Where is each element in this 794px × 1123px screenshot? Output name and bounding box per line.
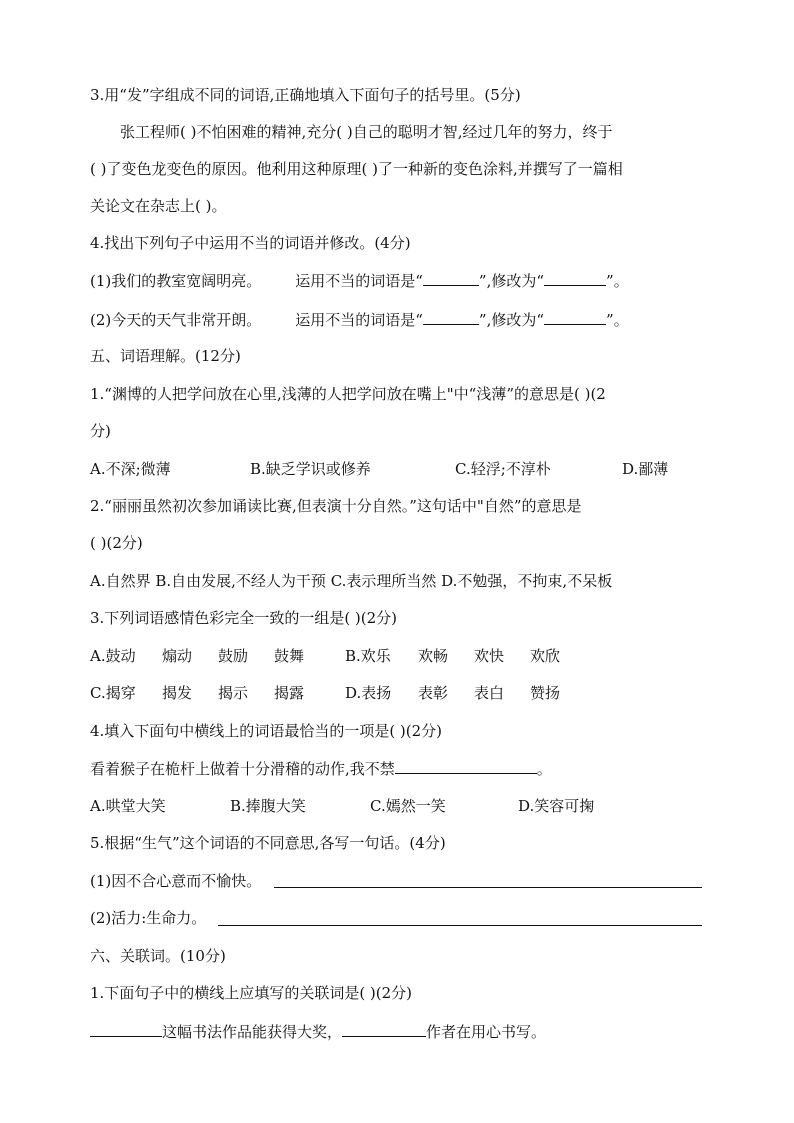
s5-question-3-title: 3.下列词语感情色彩完全一致的一组是( )(2分) bbox=[90, 609, 398, 627]
s6-q1-sentence bbox=[90, 1020, 546, 1042]
item-1-correction-blank[interactable] bbox=[544, 269, 606, 286]
s5-q4-sentence-prefix: 看着猴子在桅杆上做着十分滑稽的动作,我不禁 bbox=[90, 760, 395, 778]
s5-q3-a-word-2: 煽动 bbox=[162, 647, 193, 665]
s6-q1-mid: 这幅书法作品能获得大奖， bbox=[162, 1023, 343, 1041]
s5-q3-c-word-1: C.揭穿 bbox=[90, 684, 136, 702]
question-4-item-1 bbox=[90, 269, 629, 291]
s5-q4-option-b: B.捧腹大笑 bbox=[230, 797, 306, 815]
s5-q3-a-word-1: A.鼓动 bbox=[90, 647, 136, 665]
s5-q3-b-word-4: 欢欣 bbox=[530, 647, 561, 665]
s6-q1-blank-2[interactable] bbox=[342, 1020, 426, 1037]
s5-q3-a-word-3: 鼓励 bbox=[218, 647, 249, 665]
item-1-wrong-word-blank[interactable] bbox=[423, 269, 479, 286]
s5-q1-option-b: B.缺乏学识或修养 bbox=[250, 460, 371, 478]
s5-q1-option-d: D.鄙薄 bbox=[622, 460, 669, 478]
s5-question-2-line-1: 2.“丽丽虽然初次参加诵读比赛,但表演十分自然。”这句话中"自然”的意思是 bbox=[90, 497, 582, 515]
item-2-correction-blank[interactable] bbox=[544, 308, 606, 325]
s5-q5-item-2-answer-line[interactable] bbox=[218, 925, 702, 926]
s5-q4-option-c: C.嫣然一笑 bbox=[370, 797, 446, 815]
question-3-title: 3.用“发”字组成不同的词语,正确地填入下面句子的括号里。(5分) bbox=[90, 86, 521, 104]
question-3-paragraph-line-3: 关论文在杂志上( )。 bbox=[90, 197, 227, 215]
s5-question-4-title: 4.填入下面句中横线上的词语最恰当的一项是( )(2分) bbox=[90, 722, 443, 740]
s5-q5-item-1-answer-line[interactable] bbox=[274, 887, 702, 888]
s5-q3-b-word-1: B.欢乐 bbox=[345, 647, 391, 665]
s6-question-1-title: 1.下面句子中的横线上应填写的关联词是( )(2分) bbox=[90, 984, 413, 1002]
s5-q3-d-word-3: 表白 bbox=[474, 684, 505, 702]
item-1-suffix: ”。 bbox=[606, 272, 629, 290]
s5-q1-option-c: C.轻浮;不淳朴 bbox=[455, 460, 551, 478]
item-2-prefix: 运用不当的词语是“ bbox=[295, 311, 423, 329]
item-1-mid: ”,修改为“ bbox=[478, 272, 545, 290]
s5-q3-b-word-2: 欢畅 bbox=[418, 647, 449, 665]
question-3-paragraph-line-2: ( )了变色龙变色的原因。他利用这种原理( )了一种新的变色涂料,并撰写了一篇相 bbox=[90, 160, 623, 178]
s6-q1-blank-1[interactable] bbox=[90, 1020, 162, 1037]
s5-q3-c-word-2: 揭发 bbox=[162, 684, 193, 702]
s5-question-2-line-2: ( )(2分) bbox=[90, 534, 143, 552]
s5-q3-d-word-1: D.表扬 bbox=[345, 684, 392, 702]
s5-q4-sentence-suffix: 。 bbox=[536, 760, 552, 778]
item-1-prefix: 运用不当的词语是“ bbox=[295, 272, 423, 290]
item-2-sentence: (2)今天的天气非常开朗。 bbox=[90, 311, 262, 329]
s5-q3-a-word-4: 鼓舞 bbox=[274, 647, 305, 665]
s5-q1-option-a: A.不深;微薄 bbox=[90, 460, 171, 478]
s5-q5-item-2: (2)活力:生命力。 bbox=[90, 909, 207, 927]
s5-question-5-title: 5.根据“生气”这个词语的不同意思,各写一句话。(4分) bbox=[90, 834, 446, 852]
s5-q4-sentence bbox=[90, 757, 552, 779]
item-2-suffix: ”。 bbox=[606, 311, 629, 329]
question-4-title: 4.找出下列句子中运用不当的词语并修改。(4分) bbox=[90, 234, 411, 252]
s5-q4-answer-blank[interactable] bbox=[395, 757, 537, 774]
section-6-heading: 六、关联词。(10分) bbox=[90, 947, 226, 965]
item-2-wrong-word-blank[interactable] bbox=[423, 308, 479, 325]
s5-q3-d-word-4: 赞扬 bbox=[530, 684, 561, 702]
s5-q3-d-word-2: 表彰 bbox=[418, 684, 449, 702]
item-1-sentence: (1)我们的教室宽阔明亮。 bbox=[90, 272, 262, 290]
s5-q3-c-word-3: 揭示 bbox=[218, 684, 249, 702]
s5-q4-option-a: A.哄堂大笑 bbox=[90, 797, 166, 815]
item-2-mid: ”,修改为“ bbox=[478, 311, 545, 329]
section-5-heading: 五、词语理解。(12分) bbox=[90, 347, 241, 365]
question-4-item-2 bbox=[90, 308, 629, 330]
s5-q3-b-word-3: 欢快 bbox=[474, 647, 505, 665]
s5-q2-options: A.自然界 B.自由发展,不经人为干预 C.表示理所当然 D.不勉强，不拘束,不呆板 bbox=[90, 572, 613, 590]
s5-q3-c-word-4: 揭露 bbox=[274, 684, 305, 702]
question-3-paragraph-line-1: 张工程师( )不怕困难的精神,充分( )自己的聪明才智,经过几年的努力，终于 bbox=[120, 123, 613, 141]
s5-q4-option-d: D.笑容可掬 bbox=[518, 797, 595, 815]
s5-q5-item-1: (1)因不合心意而不愉快。 bbox=[90, 872, 262, 890]
s6-q1-end: 作者在用心书写。 bbox=[426, 1023, 547, 1041]
s5-question-1-line-1: 1.“渊博的人把学问放在心里,浅薄的人把学问放在嘴上"中“浅薄”的意思是( )(2 bbox=[90, 385, 606, 403]
s5-question-1-line-2: 分) bbox=[90, 422, 111, 440]
